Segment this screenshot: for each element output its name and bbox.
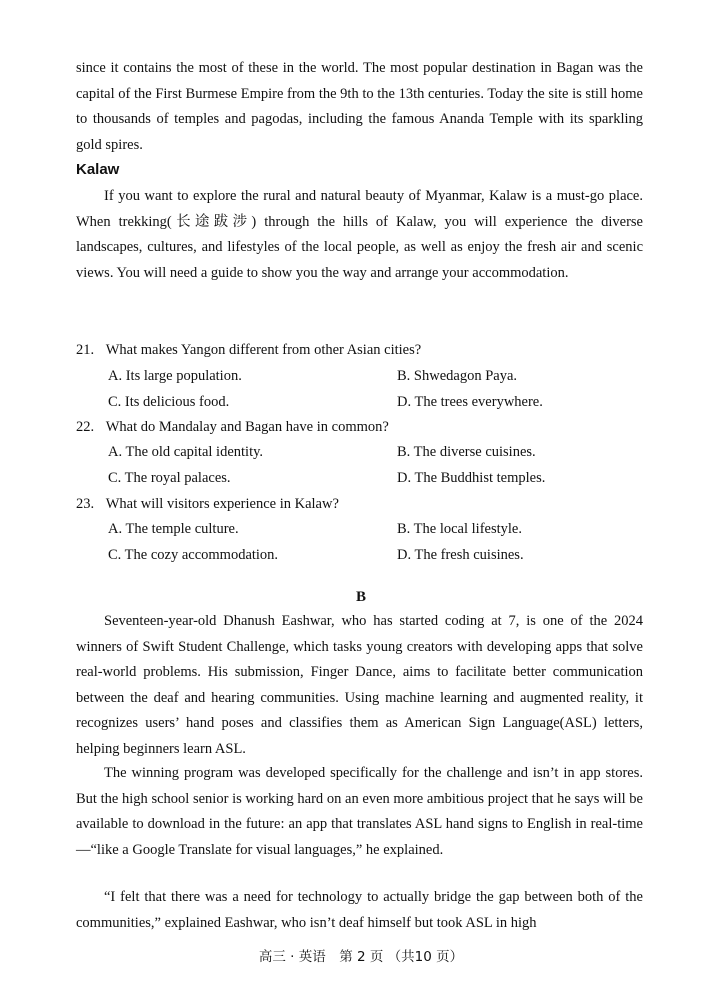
kalaw-heading: Kalaw (76, 161, 120, 178)
question-number: 22. (76, 419, 95, 435)
option-b: B. Shwedagon Paya. (397, 368, 518, 384)
option-a: A. The old capital identity. (108, 444, 264, 460)
option-d: D. The fresh cuisines. (397, 547, 524, 563)
option-b: B. The diverse cuisines. (397, 444, 536, 460)
question-stem (76, 496, 339, 513)
option-d: D. The Buddhist temples. (397, 470, 546, 486)
question-text: What will visitors experience in Kalaw? (105, 496, 339, 512)
section-b-heading: B (355, 589, 366, 605)
option-c: C. Its delicious food. (108, 394, 230, 410)
option-a: A. Its large population. (108, 368, 242, 384)
passage-b-paragraph-2: The winning program was developed specifically for the challenge and isn’t in app stores. But the high school senior is working hard on an even more ambitious project that he says will be available to download in the future: an app that translates ASL hand signs to English in real-time—“like a Google Translate for visual languages,” he explained. (76, 765, 643, 858)
question-text: What makes Yangon different from other Asian cities? (105, 342, 422, 358)
question-number: 23. (76, 496, 95, 512)
passage-b-paragraph-3: “I felt that there was a need for technology to actually bridge the gap between both of the communities,” explained Eashwar, who isn’t deaf himself but took ASL in high (76, 889, 643, 931)
bagan-paragraph: since it contains the most of these in the world. The most popular destination in Bagan was the capital of the First Burmese Empire from the 9th to the 13th centuries. Today the site is still home to thousands of temples and pagodas, including the famous Ananda Temple with its sparkling gold spires. (76, 60, 643, 153)
question-text: What do Mandalay and Bagan have in common? (105, 419, 389, 435)
page-footer: 高三 · 英语 第 2 页 （共10 页） (258, 949, 464, 965)
question-stem (76, 342, 421, 359)
option-b: B. The local lifestyle. (397, 521, 522, 537)
question-stem (76, 419, 389, 436)
kalaw-paragraph: If you want to explore the rural and natural beauty of Myanmar, Kalaw is a must-go place. When trekking(长途跋涉) through the hills of Kalaw, you will experience the diverse landscapes, cultures, and lifestyles of the local people, as well as enjoy the fresh air and scenic views. You will need a guide to show you the way and arrange your accommodation. (76, 188, 643, 281)
option-a: A. The temple culture. (108, 521, 239, 537)
option-c: C. The royal palaces. (108, 470, 231, 486)
option-d: D. The trees everywhere. (397, 394, 543, 410)
passage-b-paragraph-1: Seventeen-year-old Dhanush Eashwar, who has started coding at 7, is one of the 2024 winners of Swift Student Challenge, which tasks young creators with developing apps that solve real-world problems. His submission, Finger Dance, aims to facilitate better communication between the deaf and hearing communities. Using machine learning and augmented reality, it recognizes users’ hand poses and classifies them as American Sign Language(ASL) letters, helping beginners learn ASL. (76, 613, 643, 757)
question-number: 21. (76, 342, 95, 358)
option-c: C. The cozy accommodation. (108, 547, 279, 563)
